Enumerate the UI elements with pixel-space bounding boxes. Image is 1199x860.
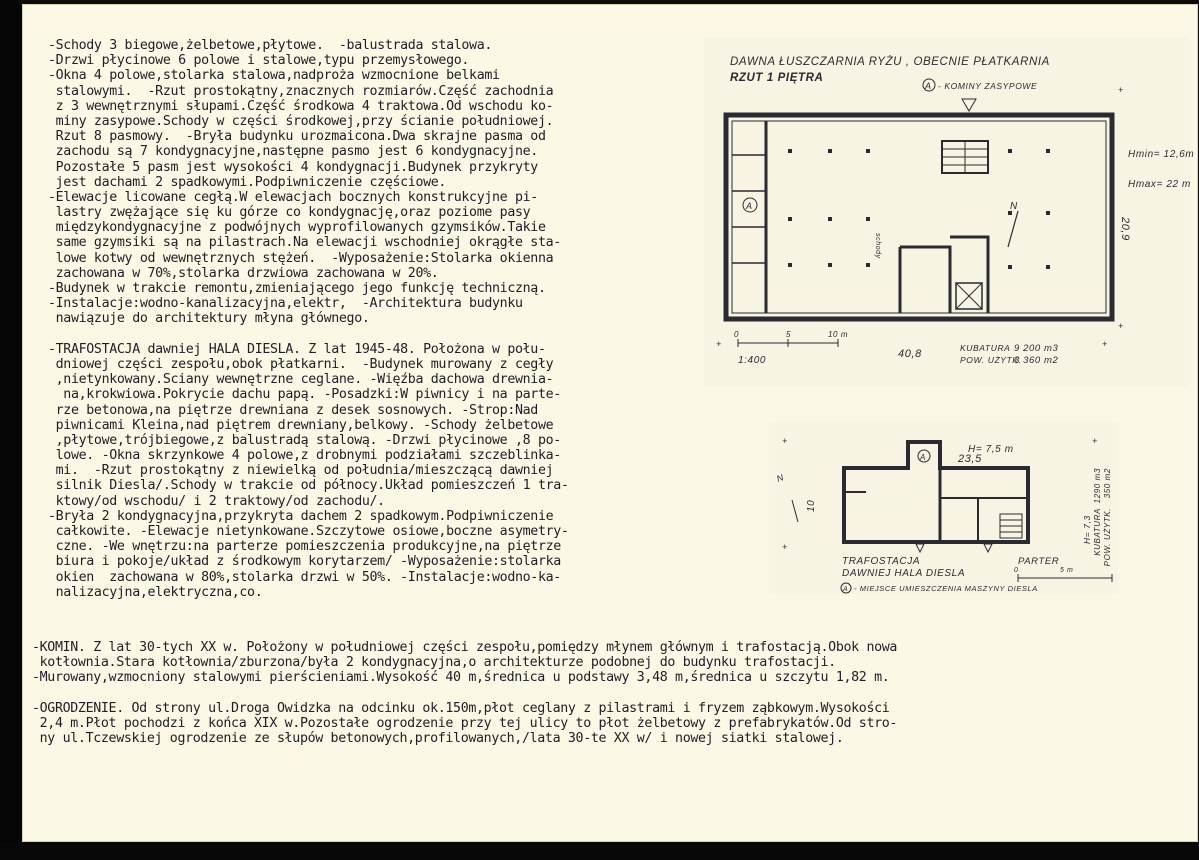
legend-symbol: A (843, 586, 849, 593)
text-line: -OGRODZENIE. Od strony ul.Droga Owidzka na odcinku ok.150m,płot ceglany z pilastrami i fryzem ząbkowym.Wysokości (32, 700, 890, 716)
building-subtitle: DAWNIEJ HALA DIESLA (842, 568, 966, 579)
hmin-label: Hmin= 12,6m (1128, 149, 1195, 160)
scale-zero: 0 (1014, 567, 1019, 574)
kubatura-value: 1290 m3 (1093, 468, 1102, 504)
text-line: -Elewacje licowane cegłą.W elewacjach bocznych konstrukcyjne pi- (48, 189, 538, 205)
building-title: TRAFOSTACJA (842, 556, 921, 567)
kubatura-label: KUBATURA (960, 343, 1011, 353)
usable-area-label: POW. UŻYTK. (960, 355, 1022, 365)
text-line: lastry zwężające się ku górze co kondygnację,oraz poziome pasy (48, 205, 531, 221)
text-line: międzykondygnacyjne z podwójnych wyprofilowanych gzymsików.Takie (48, 220, 546, 236)
text-line: dniowej części zespołu,obok płatkarni. -Budynek murowany z cegły (48, 356, 554, 372)
text-line: -KOMIN. Z lat 30-tych XX w. Położony w południowej części zespołu,pomiędzy młynem głównym i trafostacją.Obok nowa (32, 640, 898, 655)
text-line: Rzut 8 pasmowy. -Bryła budynku urozmaicona.Dwa skrajne pasma od (48, 129, 546, 145)
text-line: -Okna 4 polowe,stolarka stalowa,nadproża wzmocnione belkami (48, 68, 500, 84)
scale-five: 5 (786, 330, 792, 339)
usable-area-value: 3 360 m2 (1014, 355, 1059, 366)
text-line: miny zasypowe.Schody w części środkowej,przy ścianie południowej. (48, 113, 554, 129)
text-line (32, 686, 1172, 701)
text-line: -Instalacje:wodno-kanalizacyjna,elektr, -Architektura budynku (48, 296, 523, 312)
text-line: lowe. -Okna skrzynkowe 4 polowe,z drobnymi podziałami szczeblinka- (48, 448, 561, 464)
text-line: lowe kotwy od wewnętrznych stężeń. -Wyposażenie:Stolarka okienna (48, 250, 554, 266)
text-line: ktowy/od wschodu/ i 2 traktowy/od zachodu/. (48, 493, 385, 509)
text-line: kotłownia.Stara kotłownia/zburzona/była 2 kondygnacyjna,o architekturze podobnej do budynku trafostacji. (32, 655, 836, 671)
plus-mark: + (1092, 436, 1098, 446)
text-line: jest dachami 2 spadkowymi.Podpiwniczenie częściowe. (48, 174, 447, 190)
text-line: zachodu są 7 kondygnacyjne,następne pasmo jest 6 kondygnacyjne. (48, 144, 538, 160)
text-line: silnik Diesla/.Schody w trakcie od północy.Układ pomieszczeń 1 tra- (48, 478, 569, 494)
text-line: na,krokwiowa.Pokrycie dachu papą. -Posadzki:W piwnicy i na parte- (48, 387, 561, 403)
text-line: z 3 wewnętrznymi słupami.Część środkowa 4 traktowa.Od wschodu ko- (48, 98, 554, 114)
plan-subtitle: RZUT 1 PIĘTRA (730, 72, 824, 84)
text-line: piwnicami Kleina,nad piętrem drewniany,belkowy. -Schody żelbetowe (48, 417, 554, 433)
text-line: całkowite. -Elewacje nietynkowane.Szczytowe osiowe,boczne asymetry- (48, 524, 569, 539)
text-line: biura i pokoje/układ z środkowym korytarzem/ -Wyposażenie:stolarka (48, 554, 561, 570)
stair-label: schody (874, 233, 881, 259)
text-line: mi. -Rzut prostokątny z niewielką od południa/mieszczącą dawniej (48, 463, 554, 479)
text-line: nawiązuje do architektury młyna głównego. (48, 311, 370, 327)
plus-mark: + (1118, 85, 1124, 95)
legend-text: - MIEJSCE UMIESZCZENIA MASZYNY DIESLA (854, 584, 1038, 593)
plus-mark: + (782, 542, 788, 552)
scale-five: 5 m (1060, 567, 1074, 574)
text-line: -Drzwi płycinowe 6 polowe i stalowe,typu przemysłowego. (48, 53, 470, 69)
kubatura-value: 9 200 m3 (1014, 343, 1059, 354)
text-line: -Bryła 2 kondygnacyjna,przykryta dachem 2 spadkowym.Podpiwniczenie (48, 508, 554, 524)
floor-plan-platkarnia (704, 37, 1195, 387)
description-text-left (48, 38, 708, 600)
floor-plan-trafostacja (770, 422, 1118, 594)
text-line: ,nietynkowany.Sciany wewnętrzne ceglane. -Więźba dachowa drewnia- (48, 372, 554, 388)
diesel-marker: A (920, 453, 926, 462)
north-mark: N (1010, 201, 1018, 212)
plus-mark: + (782, 436, 788, 446)
height-label: H= 7,5 m (968, 444, 1014, 455)
kubatura-label: KUBATURA (1093, 508, 1102, 556)
text-line: -TRAFOSTACJA dawniej HALA DIESLA. Z lat 1945-48. Położona w połu- (48, 341, 546, 357)
depth-dimension: 10 (806, 499, 817, 512)
legend-text: - KOMINY ZASYPOWE (938, 81, 1038, 91)
text-line: stalowymi. -Rzut prostokątny,znacznych rozmiarów.Część zachodnia (48, 83, 554, 99)
text-line: rze betonowa,na piętrze drewniana z desek sosnowych. -Strop:Nad (48, 402, 538, 418)
legend-symbol: A (925, 81, 932, 91)
text-line: -Schody 3 biegowe,żelbetowe,płytowe. -balustrada stalowa. (48, 38, 493, 53)
description-text-bottom (32, 640, 1172, 746)
text-line: zachowana w 70%,stolarka drzwiowa zachowana w 20%. (48, 265, 439, 281)
height-label-side: H= 7,3 (1082, 515, 1092, 544)
text-line: Pozostałe 5 pasm jest wysokości 4 kondygnacji.Budynek przykryty (48, 159, 538, 175)
plan-title: DAWNA ŁUSZCZARNIA RYŻU , OBECNIE PŁATKARNIA (730, 56, 1050, 68)
plus-mark: + (1102, 339, 1108, 349)
hmax-label: Hmax= 22 m (1128, 179, 1191, 190)
text-line: same gzymsiki są na pilastrach.Na elewacji wschodniej okrągłe sta- (48, 235, 561, 251)
depth-dimension: 20,9 (1119, 217, 1131, 241)
text-line: czne. -We wnętrzu:na parterze pomieszczenia produkcyjne,na piętrze (48, 539, 561, 555)
scan-left-edge (0, 0, 22, 860)
north-mark: N (775, 472, 786, 484)
plus-mark: + (716, 339, 722, 349)
text-line: nalizacyjna,elektryczna,co. (48, 584, 263, 600)
scale-ratio: 1:400 (738, 355, 767, 366)
text-line (48, 327, 708, 342)
text-line: -Murowany,wzmocniony stalowymi pierścieniami.Wysokość 40 m,średnica u podstawy 3,48 m,średnica u szczytu 1,82 m. (32, 670, 890, 686)
usable-area-label: POW. UŻYTK. (1103, 508, 1112, 567)
text-line: okien zachowana w 80%,stolarka drzwi w 50%. -Instalacje:wodno-ka- (48, 569, 561, 585)
text-line: -Budynek w trakcie remontu,zmieniającego jego funkcję techniczną. (48, 281, 546, 296)
width-dimension: 40,8 (898, 348, 922, 360)
parter-label: PARTER (1018, 556, 1060, 567)
text-line: ,płytowe,trójbiegowe,z balustradą stalową. -Drzwi płycinowe ,8 po- (48, 432, 561, 448)
plus-mark: + (1118, 321, 1124, 331)
chimney-marker: A (746, 201, 753, 211)
length-dimension: 23,5 (958, 453, 982, 465)
scale-zero: 0 (734, 330, 740, 339)
scan-bottom-edge (0, 842, 1199, 860)
scale-ten: 10 m (828, 330, 849, 339)
usable-area-value: 350 m2 (1103, 468, 1112, 499)
text-line: 2,4 m.Płot pochodzi z końca XIX w.Pozostałe ogrodzenie przy tej ulicy to płot żelbetowy z prefabrykatów.Od stro- (32, 715, 898, 731)
text-line: ny ul.Tczewskiej ogrodzenie ze słupów betonowych,profilowanych,/lata 30-te XX w/ i nowej siatki stalowej. (32, 731, 844, 747)
